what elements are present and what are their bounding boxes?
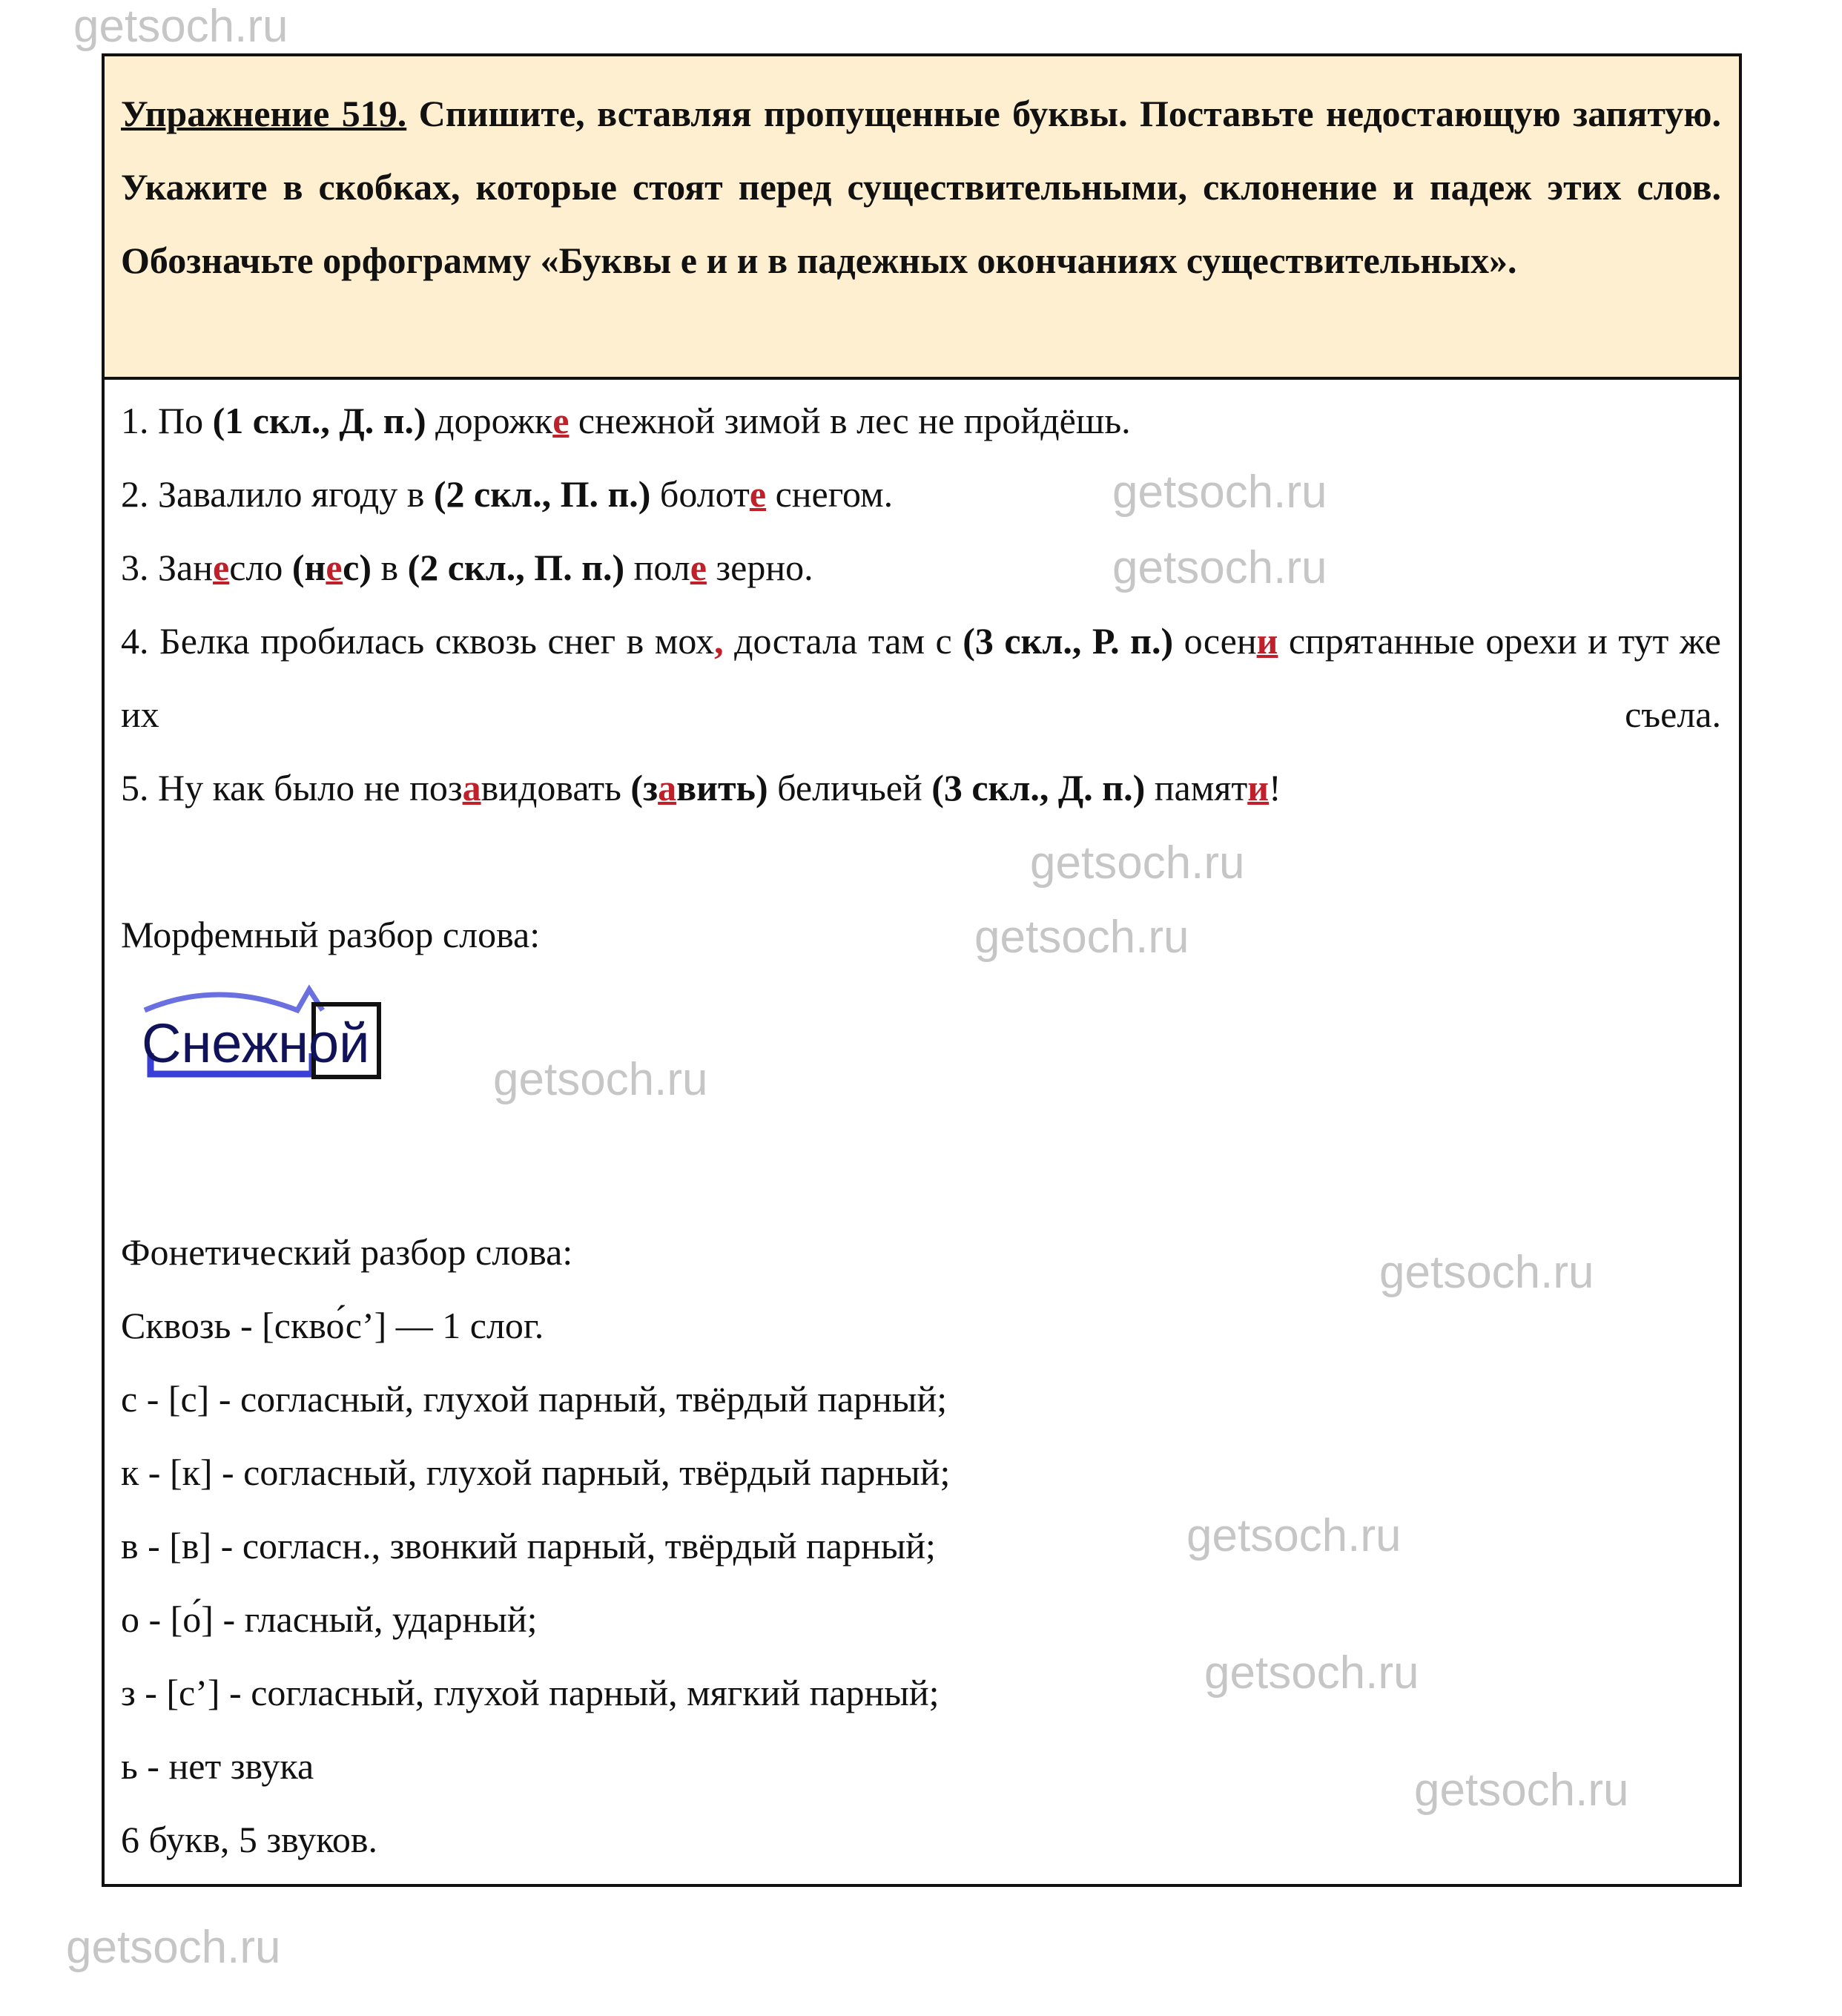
watermark: getsoch.ru [73, 1, 288, 52]
task-header [105, 56, 1739, 380]
phonetic-line: о - [о́] - гласный, ударный; [121, 1598, 538, 1640]
phonetic-line: в - [в] - согласн., звонкий парный, твёрдый парный; [121, 1525, 936, 1567]
watermark: getsoch.ru [66, 1922, 281, 1973]
sentence-text: ! [1269, 767, 1281, 808]
inserted-letter: , [714, 620, 724, 662]
morpheme-diagram-image [128, 979, 395, 1090]
morph-word: Снежной [142, 1012, 370, 1074]
sentence-text: 4. Белка пробилась сквозь снег в мох [121, 620, 715, 662]
sentence-text: в [371, 547, 408, 588]
sentence-text: осен [1173, 620, 1257, 662]
sentence-text: видовать [481, 767, 631, 808]
grammar-note: вить) [676, 767, 768, 808]
morph-heading: Морфемный разбор слова: [121, 914, 541, 955]
sentence-text: пол [624, 547, 690, 588]
sentence-text: памят [1145, 767, 1248, 808]
grammar-note: (н [291, 547, 326, 588]
inserted-letter: е [326, 547, 343, 588]
inserted-letter: и [1247, 767, 1270, 808]
sentence-text: дорожк [426, 400, 553, 441]
inserted-letter: е [690, 547, 707, 588]
inserted-letter: е [749, 473, 767, 515]
phonetic-line: з - [с’] - согласный, глухой парный, мягкий парный; [121, 1672, 940, 1713]
sentence-text: снежной зимой в лес не пройдёшь. [569, 400, 1131, 441]
grammar-note: (3 скл., Д. п.) [931, 767, 1146, 808]
watermark: getsoch.ru [1204, 1647, 1419, 1699]
phon-heading: Фонетический разбор слова: [121, 1231, 573, 1273]
exercise-number: Упражнение 519. [121, 93, 407, 134]
sentences [121, 384, 1721, 825]
watermark: getsoch.ru [1112, 542, 1327, 593]
sentence-2 [121, 458, 1721, 531]
watermark: getsoch.ru [1112, 467, 1327, 518]
sentence-4 [121, 605, 1721, 751]
answer-body [121, 380, 1721, 1877]
watermark: getsoch.ru [1186, 1510, 1402, 1561]
phonetic-line: к - [к] - согласный, глухой парный, твёрдый парный; [121, 1452, 951, 1493]
sentence-text: спрятанные орехи и тут же их съела. [121, 620, 1721, 735]
sentence-text: 3. Зан [121, 547, 213, 588]
sentence-text: 5. Ну как было не поз [121, 767, 463, 808]
sentence-text: достала там с [723, 620, 963, 662]
grammar-note: (з [630, 767, 658, 808]
phonetic-line: 6 букв, 5 звуков. [121, 1819, 377, 1860]
morpheme-diagram [121, 972, 1721, 1142]
watermark: getsoch.ru [1379, 1247, 1594, 1298]
sentence-text: беличьей [768, 767, 932, 808]
sentence-text: 1. По [121, 400, 213, 441]
sentence-1 [121, 384, 1721, 458]
sentence-text: зерно. [706, 547, 813, 588]
watermark: getsoch.ru [974, 912, 1189, 963]
exercise-box [102, 53, 1742, 1887]
sentence-text: 2. Завалило ягоду в [121, 473, 434, 515]
grammar-note: (3 скл., Р. п.) [963, 620, 1174, 662]
root-arc [145, 989, 323, 1010]
watermark: getsoch.ru [1030, 837, 1245, 889]
inserted-letter: е [213, 547, 230, 588]
grammar-note: с) [343, 547, 372, 588]
inserted-letter: а [462, 767, 481, 808]
inserted-letter: и [1256, 620, 1278, 662]
watermark: getsoch.ru [1414, 1765, 1629, 1816]
inserted-letter: а [658, 767, 677, 808]
sentence-text: снегом. [766, 473, 894, 515]
inserted-letter: е [552, 400, 570, 441]
spacer [121, 1142, 1721, 1216]
sentence-text: сло [229, 547, 292, 588]
phonetic-line: с - [с] - согласный, глухой парный, твёрдый парный; [121, 1378, 948, 1420]
phonetic-lines [121, 1289, 1721, 1877]
grammar-note: (1 скл., Д. п.) [212, 400, 426, 441]
sentence-3 [121, 531, 1721, 605]
task-text [121, 77, 1721, 297]
phonetic-line: ь - нет звука [121, 1745, 314, 1787]
sentence-5 [121, 751, 1721, 825]
phonetic-line: Сквозь - [скво́с’] — 1 слог. [121, 1305, 544, 1346]
sentence-text: болот [650, 473, 750, 515]
watermark: getsoch.ru [493, 1054, 708, 1105]
grammar-note: (2 скл., П. п.) [433, 473, 651, 515]
spacer [121, 825, 1721, 898]
task-instructions: Спишите, вставляя пропущенные буквы. Поставьте недостающую запятую. Укажите в скобках, которые стоят перед существительными, склонение и падеж этих слов. Обозначьте орфограмму «Буквы е и и в падежных окончаниях существительных». [121, 93, 1721, 281]
grammar-note: (2 скл., П. п.) [407, 547, 625, 588]
